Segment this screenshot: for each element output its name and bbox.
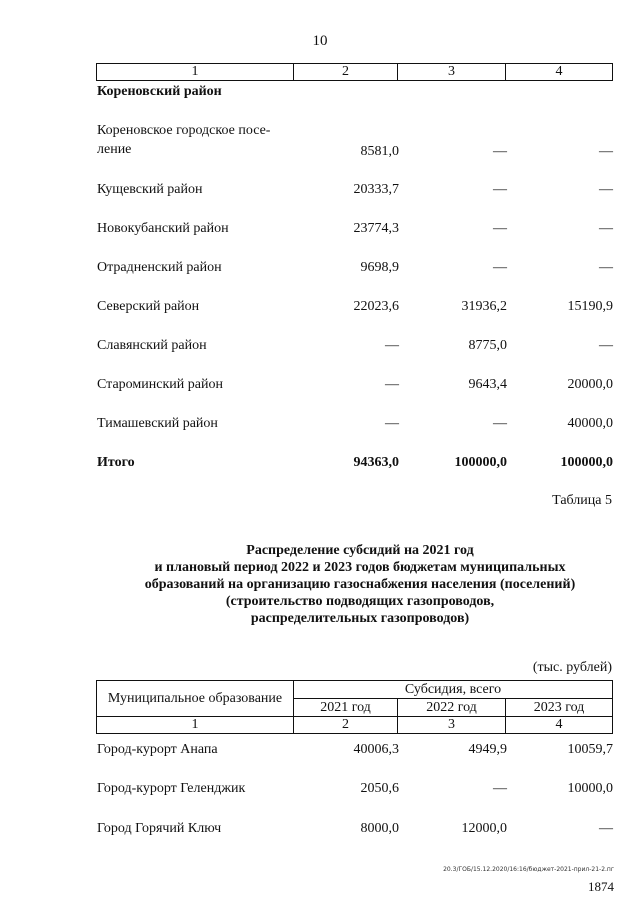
table-label: Таблица 5 [552, 493, 612, 508]
col-num-4: 4 [506, 717, 613, 734]
table-row [97, 777, 617, 797]
row-name: Город-курорт Анапа [97, 742, 218, 757]
units-label: (тыс. рублей) [532, 660, 612, 675]
table5-header [96, 680, 613, 734]
table-row [97, 217, 617, 237]
top-header-table [96, 63, 613, 81]
row-name: Тимашевский район [97, 416, 218, 431]
value-2022: — [493, 260, 507, 275]
table-row [97, 817, 617, 837]
table-row [97, 178, 617, 198]
row-name: Новокубанский район [97, 221, 229, 236]
value-2022: 4949,9 [468, 742, 507, 757]
value-2023: — [599, 144, 613, 159]
total-row [97, 451, 617, 471]
total-label: Итого [97, 455, 135, 470]
col-num-1: 1 [97, 717, 294, 734]
header-subsidy-total: Субсидия, всего [294, 681, 613, 699]
value-2022: 9643,4 [468, 377, 507, 392]
value-2021: 2050,6 [360, 781, 399, 796]
header-municipality: Муниципальное образование [97, 681, 294, 717]
value-2022: — [493, 182, 507, 197]
value-2022: — [493, 781, 507, 796]
value-2021: — [385, 377, 399, 392]
value-2021: 22023,6 [353, 299, 399, 314]
total-2021: 94363,0 [353, 455, 399, 470]
row-name: Кореновское городское посе- ление [97, 123, 271, 157]
value-2021: 8581,0 [360, 144, 399, 159]
value-2023: — [599, 260, 613, 275]
value-2022: — [493, 221, 507, 236]
value-2023: 20000,0 [567, 377, 613, 392]
row-name: Город-курорт Геленджик [97, 781, 246, 796]
footer-file-code: 20.3/ГОБ/15.12.2020/16:16/бюджет-2021-прил-21-2.пг [443, 866, 614, 873]
header-year-2021: 2021 год [294, 699, 398, 717]
table-row [97, 140, 617, 160]
value-2021: — [385, 338, 399, 353]
header-year-2023: 2023 год [506, 699, 613, 717]
table-heading: Распределение субсидий на 2021 год и плановый период 2022 и 2023 годов бюджетам муниципальных образований на организацию газоснабжения населения (поселений) (строительство подводящих газопроводов, распределительных газопроводов) [144, 543, 576, 626]
value-2022: — [493, 144, 507, 159]
value-2023: 15190,9 [567, 299, 613, 314]
row-name: Староминский район [97, 377, 223, 392]
table-row [97, 738, 617, 758]
header-col-2: 2 [294, 64, 398, 81]
value-2022: 8775,0 [468, 338, 507, 353]
page-number: 10 [312, 33, 328, 49]
row-name: Отрадненский район [97, 260, 222, 275]
value-2023: — [599, 221, 613, 236]
row-name: Славянский район [97, 338, 207, 353]
row-name: Город Горячий Ключ [97, 821, 222, 836]
value-2023: 40000,0 [567, 416, 613, 431]
row-name: Кущевский район [97, 182, 203, 197]
col-num-3: 3 [398, 717, 506, 734]
table-row [97, 295, 617, 315]
value-2021: 23774,3 [353, 221, 399, 236]
col-num-2: 2 [294, 717, 398, 734]
header-col-1: 1 [97, 64, 294, 81]
value-2021: 40006,3 [353, 742, 399, 757]
value-2021: 9698,9 [360, 260, 399, 275]
value-2023: 10059,7 [567, 742, 613, 757]
header-year-2022: 2022 год [398, 699, 506, 717]
table-row [97, 256, 617, 276]
value-2021: — [385, 416, 399, 431]
value-2021: 20333,7 [353, 182, 399, 197]
header-col-3: 3 [398, 64, 506, 81]
value-2021: 8000,0 [360, 821, 399, 836]
value-2023: — [599, 182, 613, 197]
value-2023: 10000,0 [567, 781, 613, 796]
table-row [97, 373, 617, 393]
value-2022: 31936,2 [461, 299, 507, 314]
value-2022: — [493, 416, 507, 431]
header-col-4: 4 [506, 64, 613, 81]
table-row [97, 412, 617, 432]
table-row [97, 334, 617, 354]
row-name: Северский район [97, 299, 200, 314]
value-2022: 12000,0 [461, 821, 507, 836]
value-2023: — [599, 338, 613, 353]
region-title: Кореновский район [97, 84, 222, 99]
total-2022: 100000,0 [454, 455, 507, 470]
total-2023: 100000,0 [560, 455, 613, 470]
value-2023: — [599, 821, 613, 836]
stamp-number: 1874 [588, 879, 614, 894]
